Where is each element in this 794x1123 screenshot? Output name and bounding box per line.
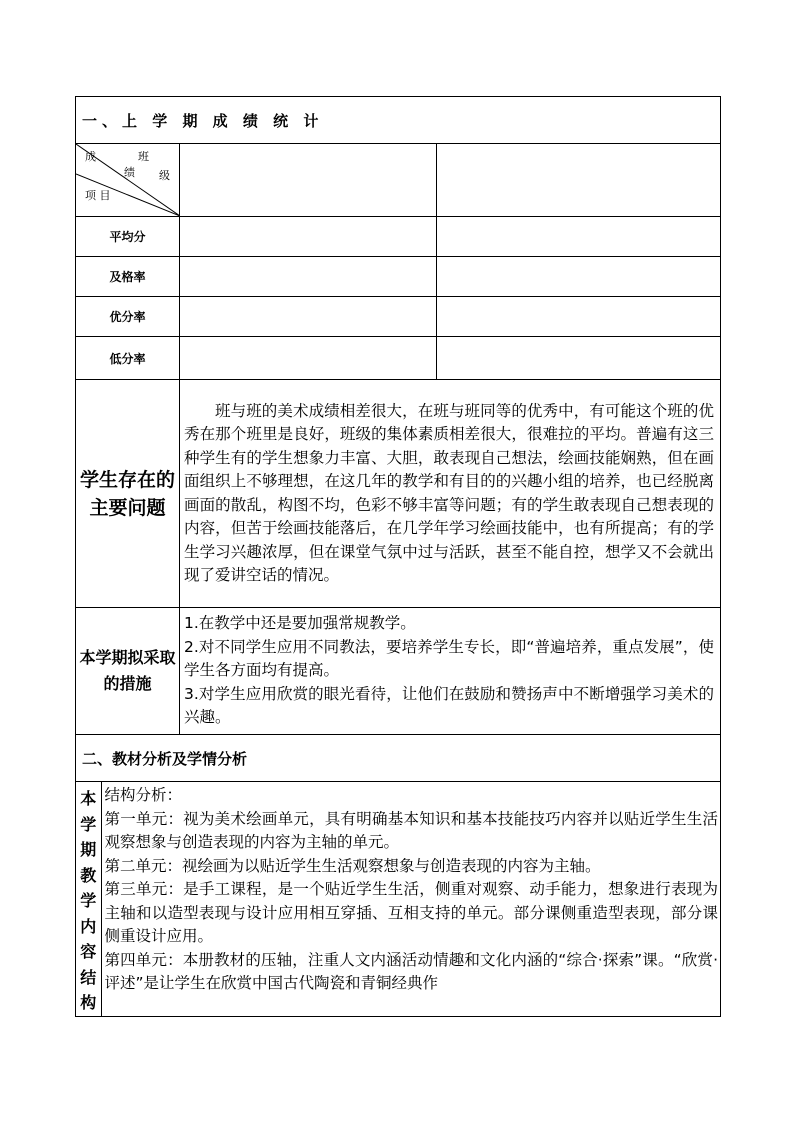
header-xiang-mu: 项 目: [85, 189, 111, 202]
value-cell[interactable]: [437, 297, 721, 337]
metric-row: [76, 257, 721, 297]
side-char: 期: [80, 840, 97, 859]
plan-table: [75, 96, 721, 1017]
section1-header-row: [76, 97, 721, 144]
header-ji-level: 级: [159, 169, 170, 182]
structure-text: [101, 782, 720, 1016]
class-cell-2[interactable]: [437, 144, 721, 217]
side-char: 教: [80, 865, 97, 885]
measures-label: 本学期拟采取的措施: [76, 608, 180, 735]
metric-row: [76, 337, 721, 380]
problems-row: [76, 380, 721, 608]
metric-low-rate: 低分率: [76, 337, 180, 380]
structure-line: 结构分析：: [104, 786, 183, 804]
structure-line: 第二单元：视绘画为以贴近学生生活观察想象与创造表现的内容为主轴。: [104, 856, 601, 875]
structure-line: 第一单元：视为美术绘画单元，具有明确基本知识和基本技能技巧内容并以贴近学生生活观察想象与创造表现的内容为主轴的单元。: [104, 809, 718, 851]
section1-title-text: 一、上 学 期 成 绩 统 计: [82, 111, 324, 130]
structure-side-label: [76, 782, 101, 1016]
measure-item: 2.对不同学生应用不同教法，要培养学生专长，即“普遍培养，重点发展”，使学生各方面均有提高。: [184, 637, 714, 680]
value-cell[interactable]: [180, 257, 437, 297]
header-cheng: 成: [85, 150, 96, 163]
metric-row: [76, 217, 721, 257]
problems-text-cell: [180, 380, 721, 608]
metric-excellent-rate: 优分率: [76, 297, 180, 337]
structure-line: 第三单元：是手工课程，是一个贴近学生生活，侧重对观察、动手能力，想象进行表现为主轴和以造型表现与设计应用相互穿插、互相支持的单元。部分课侧重造型表现，部分课侧重设计应用。: [104, 880, 718, 945]
side-char: 本: [80, 789, 97, 808]
structure-row: [76, 782, 721, 1017]
side-char: 学: [80, 814, 97, 834]
measures-text-cell: [180, 608, 721, 735]
value-cell[interactable]: [437, 257, 721, 297]
section1-title: [76, 97, 721, 144]
side-char: 学: [80, 891, 97, 910]
measure-item: 3.对学生应用欣赏的眼光看待，让他们在鼓励和赞扬声中不断增强学习美术的兴趣。: [184, 684, 714, 727]
problems-text: 班与班的美术成绩相差很大，在班与班同等的优秀中，有可能这个班的优秀在那个班里是良好，班级的集体素质相差很大，很难拉的平均。普遍有这三种学生有的学生想象力丰富、大胆，敢表现自己想法，绘画技能娴熟，但在画面组织上不够理想，在这几年的教学和有目的的兴趣小组的培养，也已经脱离画面的散乱，构图不均，色彩不够丰富等问题；有的学生敢表现自己想表现的内容，但苦于绘画技能落后，在几学年学习绘画技能中，也有所提高；有的学生学习兴趣浓厚，但在课堂气氛中过与活跃，甚至不能自控，想学又不会就出现了爱讲空话的情况。: [184, 401, 714, 584]
metric-average: 平均分: [76, 217, 180, 257]
value-cell[interactable]: [437, 337, 721, 380]
side-char: 构: [80, 993, 97, 1012]
metric-row: [76, 297, 721, 337]
diagonal-header-cell: [76, 144, 180, 217]
problems-label: 学生存在的主要问题: [76, 380, 180, 608]
header-ji: 绩: [124, 166, 135, 179]
side-char: 内: [80, 916, 97, 936]
class-cell-1[interactable]: [180, 144, 437, 217]
value-cell[interactable]: [180, 217, 437, 257]
measure-item: 1.在教学中还是要加强常规教学。: [184, 614, 416, 633]
structure-cell: [76, 782, 721, 1017]
value-cell[interactable]: [180, 297, 437, 337]
measures-row: [76, 608, 721, 735]
structure-inner: [76, 782, 720, 1016]
value-cell[interactable]: [180, 337, 437, 380]
section2-title: 二、教材分析及学情分析: [76, 735, 721, 782]
side-char: 容: [80, 942, 97, 961]
section2-header-row: [76, 735, 721, 782]
header-ban: 班: [138, 150, 149, 163]
metric-pass-rate: 及格率: [76, 257, 180, 297]
class-header-row: [76, 144, 721, 217]
structure-line: 第四单元：本册教材的压轴，注重人文内涵活动情趣和文化内涵的“综合·探索”课。“欣赏·评述”是让学生在欣赏中国古代陶瓷和青铜经典作: [104, 950, 718, 992]
side-char: 结: [80, 967, 97, 987]
value-cell[interactable]: [437, 217, 721, 257]
